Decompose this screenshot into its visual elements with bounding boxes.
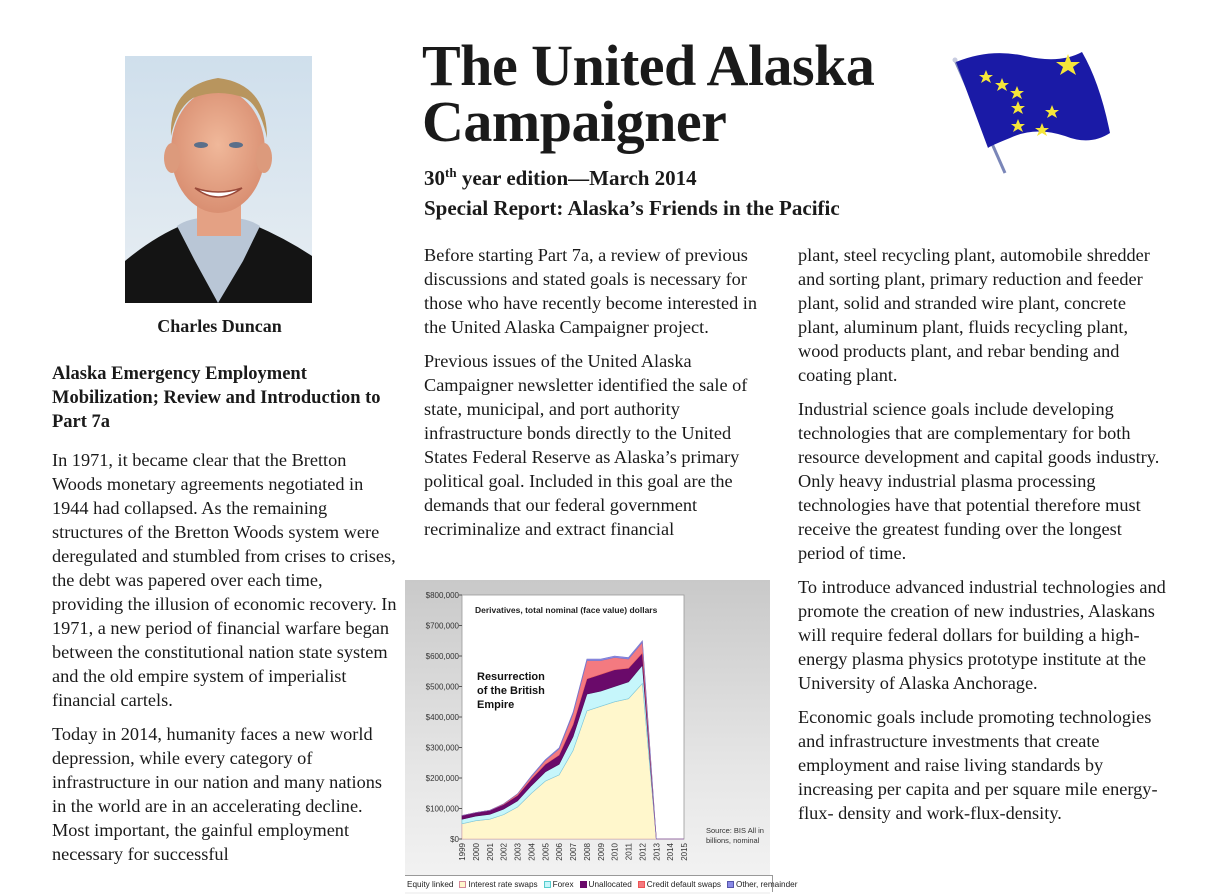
chart-legend [405,875,798,892]
svg-text:$200,000: $200,000 [425,774,459,783]
svg-text:2003: 2003 [513,843,523,861]
svg-text:2011: 2011 [624,843,634,861]
edition-line [424,165,697,191]
svg-text:2013: 2013 [652,843,662,861]
svg-text:2008: 2008 [582,843,592,861]
legend-item-irs: Interest rate swaps [459,880,537,889]
svg-text:2006: 2006 [555,843,565,861]
paragraph: Industrial science goals include developing technologies that are complementary for both resource development and capital goods industry. Only heavy industrial plasma processing technologies have that potential therefore must receive the greatest funding over the longest period of time. [798,399,1160,563]
paragraph: Before starting Part 7a, a review of previous discussions and stated goals is necessary for those who have recently become interested in the United Alaska Campaigner project. [424,245,757,337]
chart-source-1: Source: BIS All in [706,826,764,835]
chart-title: Derivatives, total nominal (face value) dollars [475,605,658,615]
author-portrait-icon [125,56,312,303]
paragraph: To introduce advanced industrial technologies and promote the creation of new industries, Alaskans will require federal dollars for building a high-energy plasma physics prototype institute at the University of Alaska Anchorage. [798,577,1166,693]
svg-text:$300,000: $300,000 [425,743,459,753]
chart-annotation-2: of the British [477,685,545,697]
paragraph: plant, steel recycling plant, automobile shredder and sorting plant, primary reduction and feeder plant, solid and stranded wire plant, concrete plant, aluminum plant, fluids recycling plant, wood products plant, and rebar bending and coating plant. [798,245,1150,385]
article-column-left [52,448,397,876]
svg-text:2004: 2004 [527,843,537,861]
article-column-middle [424,243,769,551]
legend-item-equity: Equity linked [407,879,454,889]
paragraph: Economic goals include promoting technologies and infrastructure investments that create employment and raise living standards by increasing per capita and per square mile energy-flux- density and work-flux-density. [798,707,1158,823]
svg-text:2010: 2010 [610,843,620,861]
svg-text:2007: 2007 [569,843,578,861]
legend-item-other: Other, remainder [727,880,797,889]
article-title: Alaska Emergency Employment Mobilization; Review and Introduction to Part 7a [52,364,381,432]
svg-text:2014: 2014 [666,843,676,861]
svg-text:2015: 2015 [680,843,689,861]
chart-annotation-1: Resurrection [477,671,545,683]
svg-text:$400,000: $400,000 [425,713,459,722]
svg-text:$0: $0 [450,835,459,844]
edition-date: year edition—March 2014 [456,166,697,190]
svg-text:2001: 2001 [485,843,495,861]
legend-item-unallocated: Unallocated [580,880,632,889]
svg-text:$100,000: $100,000 [425,804,459,814]
edition-suffix: th [445,165,457,180]
svg-text:$500,000: $500,000 [425,682,459,692]
legend-item-cds: Credit default swaps [638,880,721,889]
derivatives-chart [405,580,798,894]
masthead-title [422,33,942,154]
author-name: Charles Duncan [157,316,282,336]
legend-item-forex: Forex [544,880,574,889]
svg-text:2009: 2009 [596,843,606,861]
svg-text:$800,000: $800,000 [425,591,459,600]
derivatives-area-chart [405,580,770,875]
article-column-right [798,243,1168,835]
svg-text:2002: 2002 [499,843,509,861]
paragraph: Today in 2014, humanity faces a new world depression, while every category of infrastructure in our nation and many nations in the world are in an accelerating decline. Most important, the gainful employment necessary for successful [52,724,382,864]
svg-text:2000: 2000 [471,843,481,861]
svg-text:2005: 2005 [541,843,551,861]
svg-text:$700,000: $700,000 [425,621,459,631]
author-photo [125,56,312,303]
masthead-line-2: Campaigner [422,89,727,154]
paragraph: Previous issues of the United Alaska Campaigner newsletter identified the sale of state, municipal, and port authority infrastructure bonds directly to the United States Federal Reserve as Alaska’s primary political goal. Included in this goal are the demands that our federal government recriminalize and extract financial [424,351,748,539]
special-report-heading: Special Report: Alaska’s Friends in the Pacific [424,196,840,220]
edition-number: 30 [424,166,445,190]
masthead-line-1: The United Alaska [422,33,875,98]
svg-text:$600,000: $600,000 [425,652,459,661]
paragraph: In 1971, it became clear that the Bretton Woods monetary agreements negotiated in 1944 had collapsed. As the remaining structures of the Bretton Woods system were deregulated and stumbled from crises to crises, the debt was papered over each time, providing the illusion of economic recovery. In 1971, a new period of financial warfare began between the constitutional nation state system and the old empire system of imperialist financial cartels. [52,450,397,710]
chart-annotation-3: Empire [477,699,515,711]
chart-source-2: billions, nominal [706,836,760,845]
svg-text:2012: 2012 [638,843,648,861]
svg-text:1999: 1999 [458,843,467,861]
alaska-flag-icon [950,48,1115,178]
